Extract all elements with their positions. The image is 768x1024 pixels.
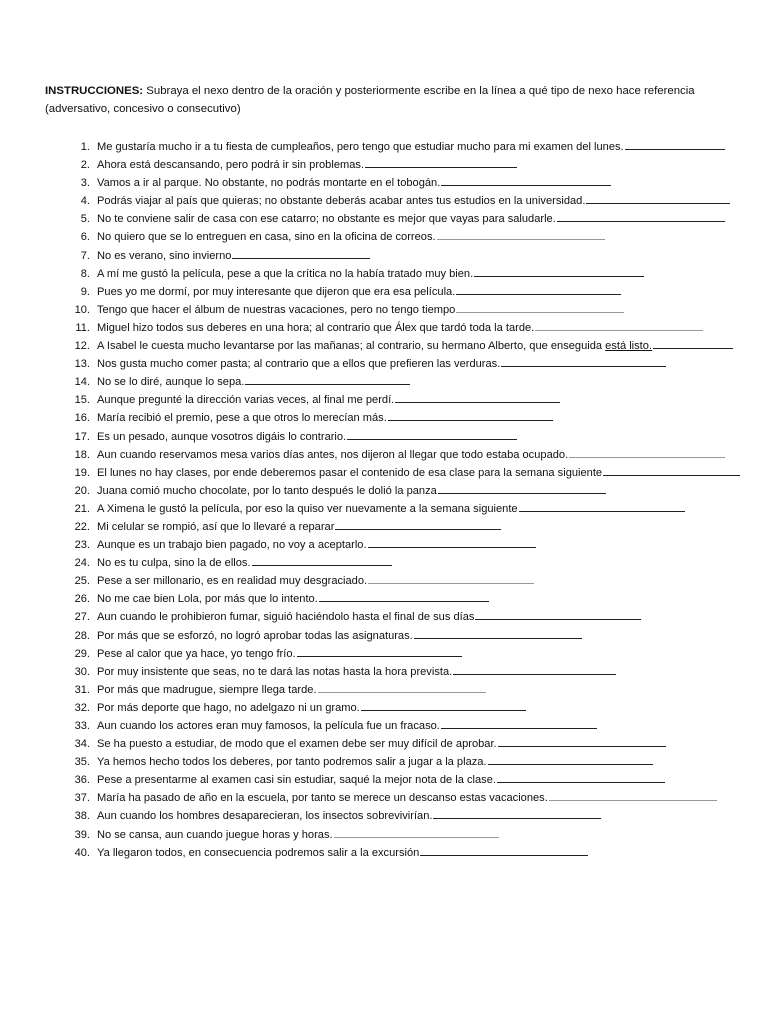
answer-line[interactable] [535, 318, 703, 331]
exercise-item [62, 535, 752, 553]
exercise-item [62, 499, 752, 517]
instructions [45, 82, 735, 118]
item-sentence [97, 318, 703, 337]
exercise-item [62, 607, 752, 625]
exercise-item [62, 427, 752, 445]
sentence-text: Pese a ser millonario, es en realidad muy desgraciado. [97, 575, 368, 588]
exercise-item [62, 571, 752, 589]
exercise-item [62, 517, 752, 535]
item-sentence [97, 246, 370, 265]
item-number: 8. [80, 267, 90, 280]
exercise-item [62, 445, 752, 463]
exercise-item [62, 589, 752, 607]
answer-line[interactable] [603, 463, 740, 476]
sentence-text: A Isabel le cuesta mucho levantarse por las mañanas; al contrario, su hermano Alberto, que enseguida [97, 340, 606, 353]
sentence-text: Aunque pregunté la dirección varias veces, al final me perdí. [97, 394, 395, 407]
sentence-text: Me gustaría mucho ir a tu fiesta de cumpleaños, pero tengo que estudiar mucho para mi examen del lunes. [97, 141, 624, 153]
item-number: 19. [74, 466, 90, 479]
sentence-text: No quiero que se lo entreguen en casa, sino en la oficina de correos. [97, 231, 436, 244]
item-number: 10. [74, 303, 90, 316]
exercise-item [62, 788, 752, 806]
answer-line[interactable] [625, 137, 725, 150]
item-sentence [97, 300, 624, 319]
answer-line[interactable] [368, 535, 536, 548]
answer-line[interactable] [653, 336, 733, 349]
item-number: 15. [74, 394, 90, 407]
item-sentence [97, 191, 730, 210]
item-number: 23. [74, 539, 90, 552]
item-number: 9. [80, 285, 90, 298]
exercise-item [62, 770, 752, 788]
answer-line[interactable] [420, 843, 588, 856]
exercise-item [62, 734, 752, 752]
sentence-text: Aunque es un trabajo bien pagado, no voy a aceptarlo. [97, 539, 367, 552]
item-sentence [97, 698, 526, 717]
item-sentence [97, 173, 611, 192]
answer-line[interactable] [586, 191, 730, 204]
item-number: 14. [74, 376, 90, 389]
exercise-item [62, 155, 752, 173]
answer-line[interactable] [365, 155, 517, 168]
sentence-text: No es verano, sino invierno [97, 249, 232, 262]
item-number: 5. [80, 213, 90, 226]
item-number: 12. [74, 340, 90, 353]
exercise-item [62, 336, 752, 354]
item-sentence [97, 806, 601, 825]
item-number: 25. [74, 575, 90, 588]
item-sentence [97, 390, 560, 409]
item-sentence [97, 155, 517, 174]
sentence-text: Ya hemos hecho todos los deberes, por tanto podremos salir a jugar a la plaza. [97, 756, 487, 769]
item-number: 40. [74, 846, 90, 859]
answer-line[interactable] [433, 806, 601, 819]
item-sentence [97, 137, 725, 156]
sentence-text: No me cae bien Lola, por más que lo intento. [97, 593, 318, 606]
item-sentence [97, 589, 489, 608]
answer-line[interactable] [414, 626, 582, 639]
item-number: 20. [74, 484, 90, 497]
item-number: 2. [80, 159, 90, 172]
exercise-item [62, 264, 752, 282]
sentence-text: No se lo diré, aunque lo sepa. [97, 376, 245, 389]
item-number: 38. [74, 810, 90, 823]
answer-line[interactable] [252, 553, 392, 566]
answer-line[interactable] [519, 499, 685, 512]
item-sentence [97, 571, 534, 590]
item-number: 35. [74, 756, 90, 769]
item-sentence [97, 481, 606, 500]
exercise-list [62, 137, 752, 861]
sentence-text: Podrás viajar al país que quieras; no obstante deberás acabar antes tus estudios en la universidad. [97, 195, 586, 208]
answer-line[interactable] [318, 680, 486, 693]
item-number: 17. [74, 430, 90, 443]
answer-line[interactable] [245, 372, 410, 385]
item-sentence [97, 499, 685, 518]
item-number: 18. [74, 448, 90, 461]
answer-line[interactable] [388, 408, 553, 421]
answer-line[interactable] [361, 698, 526, 711]
exercise-item [62, 843, 752, 861]
exercise-item [62, 282, 752, 300]
exercise-item [62, 680, 752, 698]
item-sentence [97, 770, 665, 789]
sentence-text: Juana comió mucho chocolate, por lo tanto después le dolió la panza [97, 484, 437, 497]
exercise-item [62, 227, 752, 245]
item-number: 39. [74, 828, 90, 841]
item-sentence [97, 752, 653, 771]
answer-line[interactable] [501, 354, 666, 367]
answer-line[interactable] [456, 282, 621, 295]
sentence-text: Pues yo me dormí, por muy interesante que dijeron que era esa película. [97, 285, 456, 298]
exercise-item [62, 553, 752, 571]
answer-line[interactable] [569, 445, 725, 458]
sentence-text: María ha pasado de año en la escuela, por tanto se merece un descanso estas vacaciones. [97, 792, 548, 805]
answer-line[interactable] [368, 571, 534, 584]
item-number: 33. [74, 720, 90, 732]
answer-line[interactable] [475, 607, 641, 620]
answer-line[interactable] [335, 517, 501, 530]
exercise-item [62, 390, 752, 408]
answer-line[interactable] [334, 825, 499, 838]
exercise-item [62, 698, 752, 716]
exercise-item [62, 209, 752, 227]
item-number: 26. [74, 593, 90, 606]
exercise-item [62, 806, 752, 824]
item-sentence [97, 517, 501, 536]
item-number: 7. [80, 249, 90, 262]
item-sentence [97, 607, 641, 626]
sentence-text: Por más que madrugue, siempre llega tarde. [97, 683, 317, 696]
item-sentence [97, 336, 733, 355]
sentence-text: Nos gusta mucho comer pasta; al contrario que a ellos que prefieren las verduras. [97, 358, 501, 371]
exercise-item [62, 300, 752, 318]
item-sentence [97, 553, 392, 572]
answer-line[interactable] [347, 427, 517, 440]
sentence-text: Aun cuando los actores eran muy famosos, la película fue un fracaso. [97, 720, 440, 732]
item-sentence [97, 209, 725, 228]
sentence-text: Ahora está descansando, pero podrá ir sin problemas. [97, 159, 365, 172]
sentence-text: A mí me gustó la película, pese a que la crítica no la había tratado muy bien. [97, 267, 474, 280]
sentence-text: No se cansa, aun cuando juegue horas y horas. [97, 828, 333, 841]
exercise-item [62, 191, 752, 209]
item-number: 21. [74, 502, 90, 515]
item-number: 28. [74, 629, 90, 642]
item-number: 29. [74, 647, 90, 660]
sentence-text: Pese al calor que ya hace, yo tengo frío. [97, 647, 296, 660]
item-number: 37. [74, 792, 90, 805]
item-number: 36. [74, 774, 90, 787]
exercise-item [62, 354, 752, 372]
sentence-text: El lunes no hay clases, por ende deberemos pasar el contenido de esa clase para la semana siguiente [97, 466, 603, 479]
item-sentence [97, 264, 644, 283]
underlined-text: está listo. [605, 340, 653, 353]
item-sentence [97, 535, 536, 554]
item-sentence [97, 843, 588, 862]
instructions-label: INSTRUCCIONES: [45, 85, 144, 97]
exercise-item [62, 137, 752, 155]
item-sentence [97, 680, 486, 699]
item-sentence [97, 372, 410, 391]
sentence-text: Vamos a ir al parque. No obstante, no podrás montarte en el tobogán. [97, 177, 441, 190]
answer-line[interactable] [437, 227, 605, 240]
sentence-text: Mi celular se rompió, así que lo llevaré a reparar [97, 520, 335, 533]
sentence-text: Por muy insistente que seas, no te dará las notas hasta la hora prevista. [97, 665, 453, 678]
item-number: 6. [80, 231, 90, 244]
exercise-item [62, 246, 752, 264]
exercise-item [62, 173, 752, 191]
answer-line[interactable] [441, 716, 597, 729]
item-sentence [97, 825, 499, 844]
item-number: 13. [74, 358, 90, 371]
exercise-item [62, 318, 752, 336]
answer-line[interactable] [497, 770, 665, 783]
item-number: 16. [74, 412, 90, 425]
item-sentence [97, 716, 597, 735]
item-sentence [97, 427, 517, 446]
answer-line[interactable] [498, 734, 666, 747]
item-sentence [97, 408, 553, 427]
answer-line[interactable] [453, 662, 616, 675]
item-sentence [97, 463, 740, 482]
item-sentence [97, 354, 666, 373]
sentence-text: A Ximena le gustó la película, por eso la quiso ver nuevamente a la semana siguiente [97, 502, 518, 515]
answer-line[interactable] [488, 752, 653, 765]
sentence-text: Aun cuando le prohibieron fumar, siguió haciéndolo hasta el final de sus días [97, 611, 475, 624]
sentence-text: No es tu culpa, sino la de ellos. [97, 557, 251, 570]
sentence-text: Aun cuando reservamos mesa varios días antes, nos dijeron al llegar que todo estaba ocupado. [97, 448, 569, 461]
item-sentence [97, 227, 605, 246]
exercise-item [62, 463, 752, 481]
item-sentence [97, 282, 621, 301]
sentence-text: Se ha puesto a estudiar, de modo que el examen debe ser muy difícil de aprobar. [97, 738, 497, 751]
item-number: 24. [74, 557, 90, 570]
item-number: 34. [74, 738, 90, 751]
exercise-item [62, 716, 752, 734]
item-sentence [97, 626, 582, 645]
sentence-text: María recibió el premio, pese a que otros lo merecían más. [97, 412, 387, 425]
item-number: 22. [74, 520, 90, 533]
item-number: 3. [80, 177, 90, 190]
sentence-text: Miguel hizo todos sus deberes en una hora; al contrario que Álex que tardó toda la tarde. [97, 321, 535, 334]
answer-line[interactable] [232, 246, 370, 259]
exercise-item [62, 662, 752, 680]
sentence-text: Pese a presentarme al examen casi sin estudiar, saqué la mejor nota de la clase. [97, 774, 496, 787]
answer-line[interactable] [438, 481, 606, 494]
exercise-item [62, 752, 752, 770]
sentence-text: Ya llegaron todos, en consecuencia podremos salir a la excursión [97, 846, 420, 859]
item-sentence [97, 662, 616, 681]
answer-line[interactable] [297, 644, 462, 657]
answer-line[interactable] [557, 209, 725, 222]
item-sentence [97, 445, 725, 464]
instructions-text: Subraya el nexo dentro de la oración y posteriormente escribe en la línea a qué tipo de nexo hace referencia (adversativo, concesivo o consecutivo) [45, 85, 695, 115]
item-sentence [97, 788, 717, 807]
sentence-text: Por más deporte que hago, no adelgazo ni un gramo. [97, 701, 360, 714]
answer-line[interactable] [474, 264, 644, 277]
item-sentence [97, 734, 666, 753]
item-number: 31. [74, 683, 90, 696]
answer-line[interactable] [319, 589, 489, 602]
exercise-item [62, 644, 752, 662]
exercise-item [62, 481, 752, 499]
item-number: 4. [80, 195, 90, 208]
answer-line[interactable] [549, 788, 717, 801]
item-number: 1. [80, 141, 90, 153]
sentence-text: Aun cuando los hombres desaparecieran, los insectos sobrevivirían. [97, 810, 433, 823]
sentence-text: Tengo que hacer el álbum de nuestras vacaciones, pero no tengo tiempo [97, 303, 456, 316]
sentence-text: No te conviene salir de casa con ese catarro; no obstante es mejor que vayas para saludarle. [97, 213, 556, 226]
item-number: 32. [74, 701, 90, 714]
item-sentence [97, 644, 462, 663]
answer-line[interactable] [441, 173, 611, 186]
item-number: 30. [74, 665, 90, 678]
answer-line[interactable] [395, 390, 560, 403]
exercise-item [62, 408, 752, 426]
item-number: 11. [75, 321, 90, 334]
exercise-item [62, 825, 752, 843]
item-number: 27. [74, 611, 90, 624]
exercise-item [62, 626, 752, 644]
answer-line[interactable] [456, 300, 624, 313]
sentence-text: Por más que se esforzó, no logró aprobar todas las asignaturas. [97, 629, 413, 642]
exercise-item [62, 372, 752, 390]
sentence-text: Es un pesado, aunque vosotros digáis lo contrario. [97, 430, 347, 443]
